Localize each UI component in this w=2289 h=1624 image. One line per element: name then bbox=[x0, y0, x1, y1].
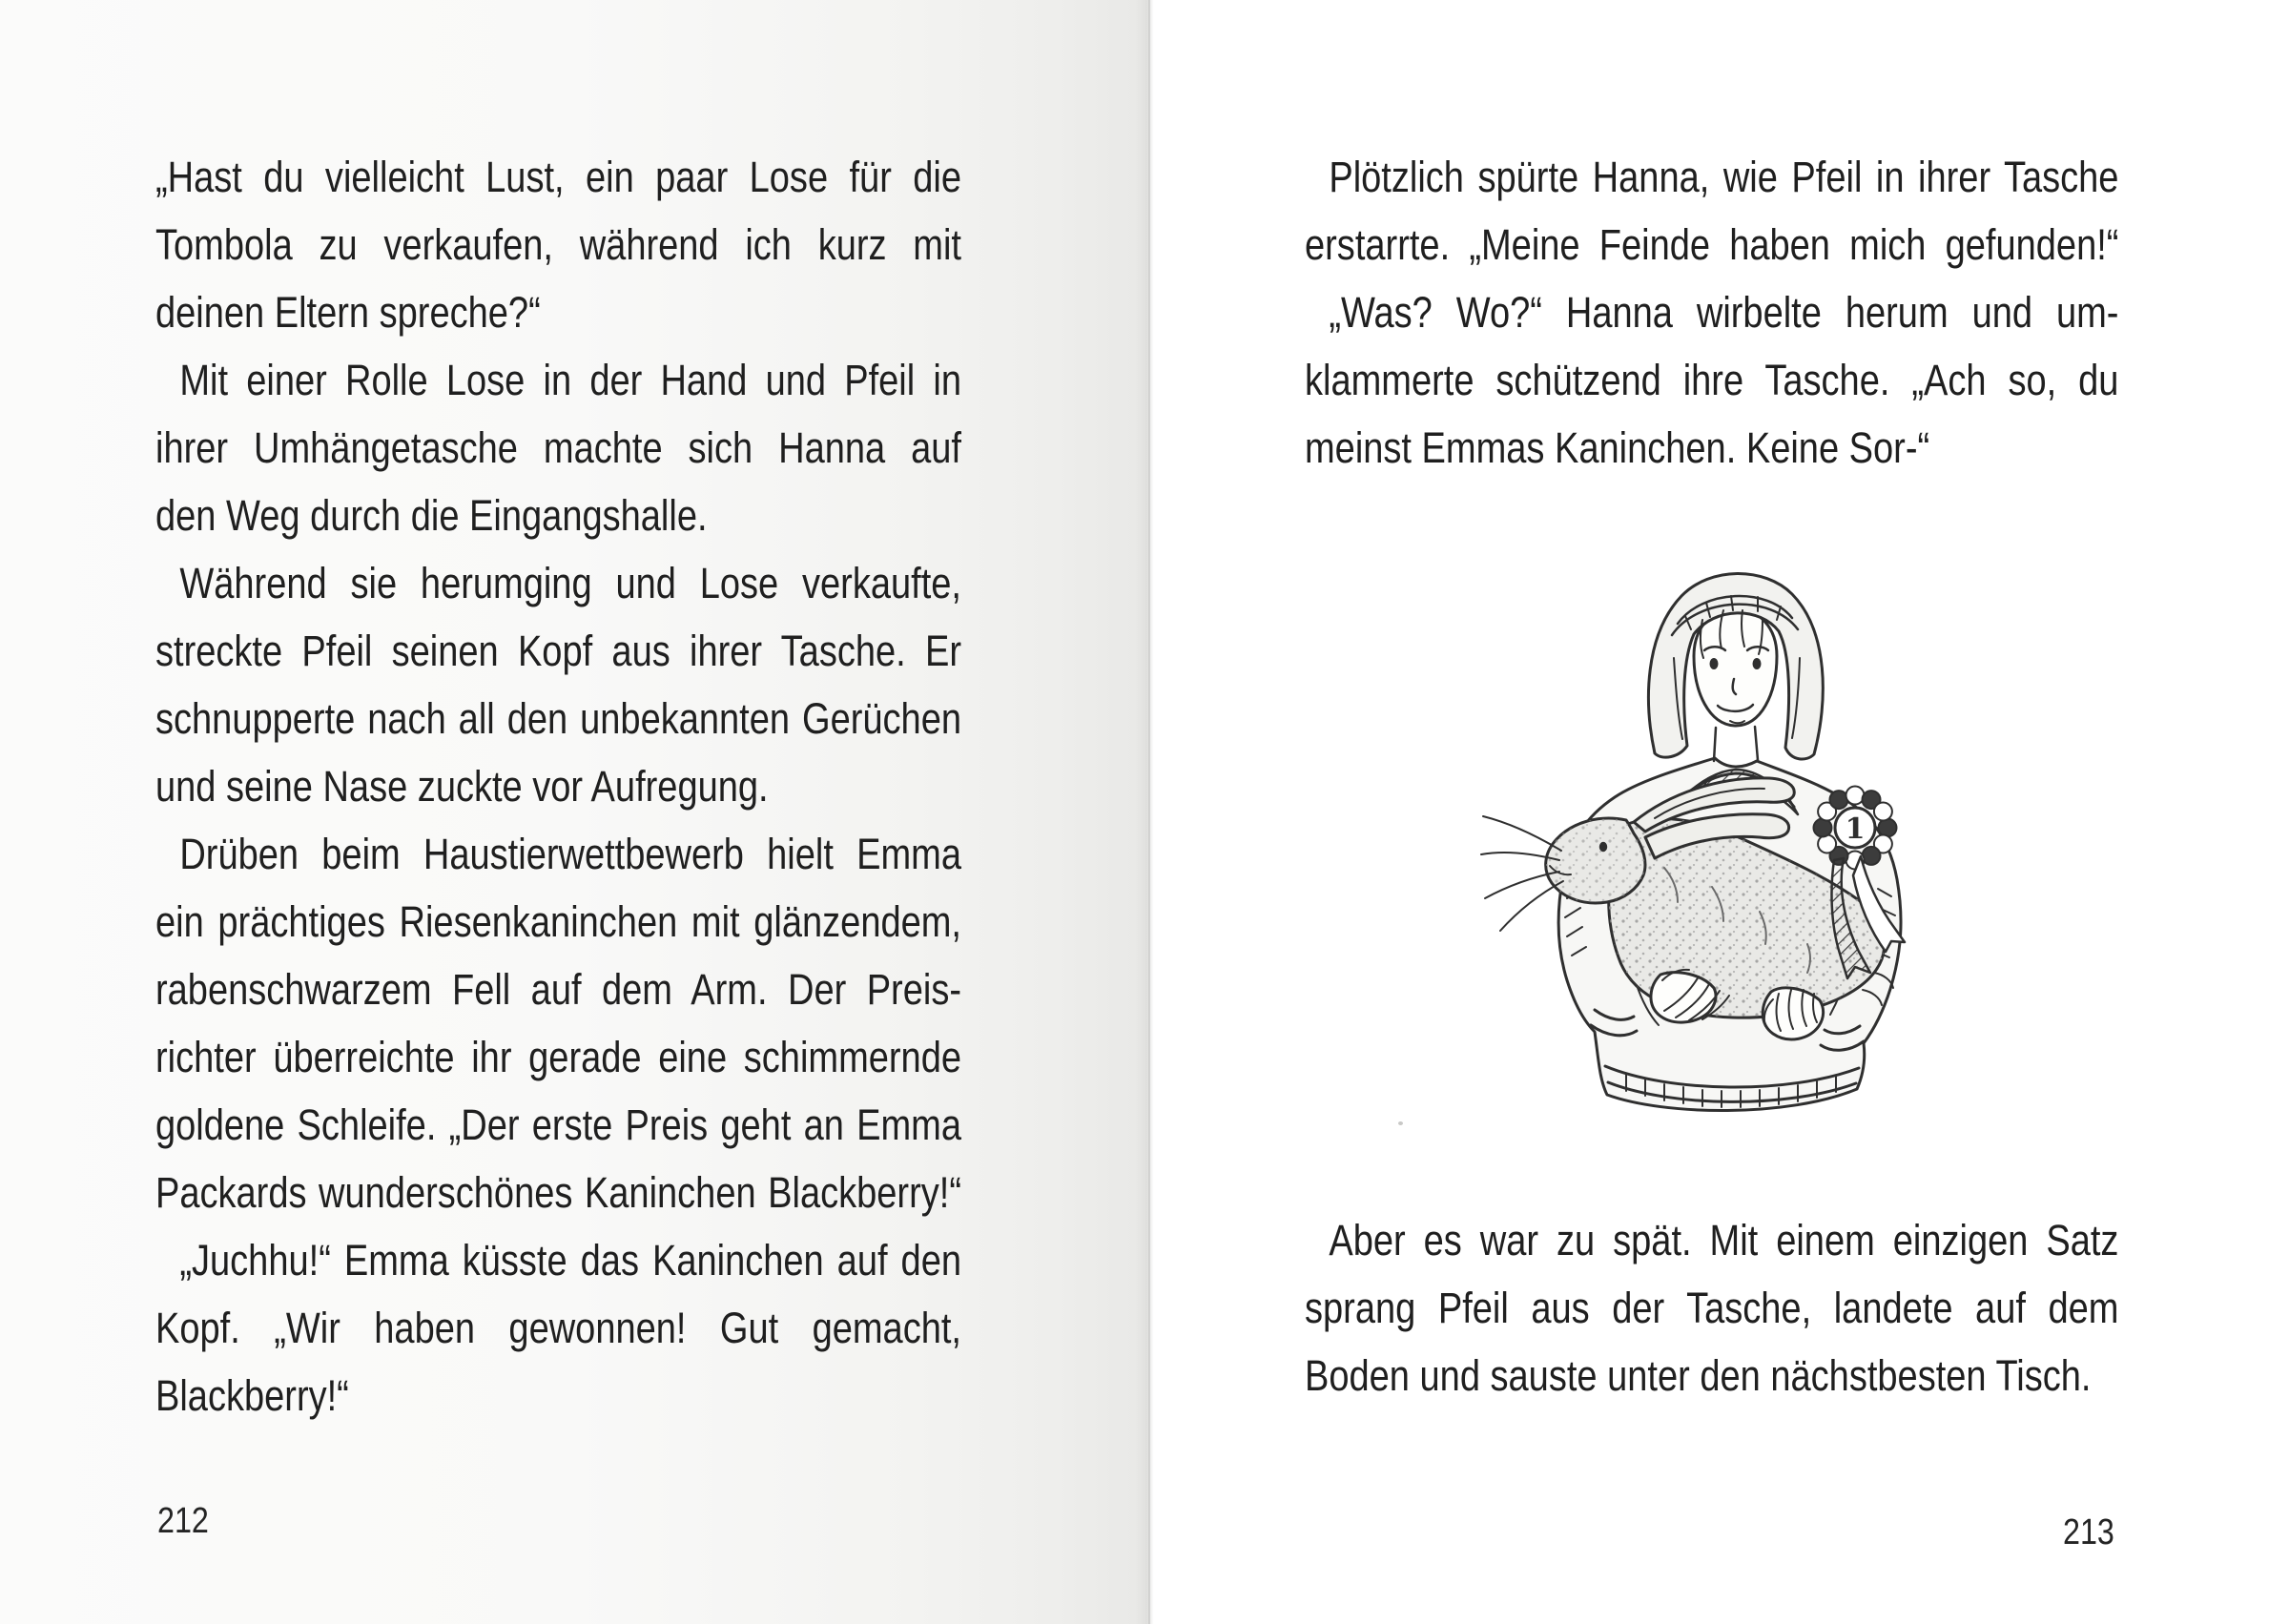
rabbit-whiskers bbox=[1481, 816, 1563, 931]
girl-head bbox=[1648, 573, 1823, 761]
text-line: Drüben beim Haustierwettbewerb hielt Emma bbox=[179, 830, 962, 878]
illustration-girl-with-rabbit bbox=[1474, 544, 2008, 1116]
text-line: Plötzlich spürte Hanna, wie Pfeil in ihrer Tasche bbox=[1329, 153, 2119, 201]
text-line: klammerte schützend ihre Tasche. „Ach so, du bbox=[1305, 356, 2119, 404]
text-line: Während sie herumging und Lose verkaufte, bbox=[179, 559, 962, 607]
text-line: streckte Pfeil seinen Kopf aus ihrer Tasche. Er bbox=[155, 627, 961, 675]
page-gutter bbox=[1148, 0, 1150, 1624]
text-line: Mit einer Rolle Lose in der Hand und Pfeil in bbox=[179, 356, 962, 404]
text-line: deinen Eltern spreche?“ bbox=[155, 288, 541, 337]
text-line: Aber es war zu spät. Mit einem einzigen Satz bbox=[1329, 1216, 2119, 1264]
right-page-text-top bbox=[1305, 143, 2118, 482]
text-line: schnupperte nach all den unbekannten Gerüchen bbox=[155, 694, 961, 743]
text-line: den Weg durch die Eingangshalle. bbox=[155, 491, 708, 540]
page-number-right: 213 bbox=[2063, 1512, 2114, 1552]
left-page-text bbox=[155, 143, 961, 1429]
text-line: ihrer Umhängetasche machte sich Hanna auf bbox=[155, 423, 961, 472]
text-line: rabenschwarzem Fell auf dem Arm. Der Preis- bbox=[155, 965, 961, 1014]
text-line: ein prächtiges Riesenkaninchen mit glänzendem, bbox=[155, 897, 961, 946]
text-line: Packards wunderschönes Kaninchen Blackberry!“ bbox=[155, 1168, 961, 1217]
text-line: und seine Nase zuckte vor Aufregung. bbox=[155, 762, 769, 811]
text-line: goldene Schleife. „Der erste Preis geht an Emma bbox=[155, 1100, 961, 1149]
paper-speck bbox=[1398, 1121, 1403, 1125]
text-line: meinst Emmas Kaninchen. Keine Sor-“ bbox=[1305, 423, 1930, 472]
text-line: Tombola zu verkaufen, während ich kurz mit bbox=[155, 220, 961, 269]
right-page-text-bottom bbox=[1305, 1206, 2118, 1409]
rabbit-eye bbox=[1599, 842, 1607, 852]
text-line: „Hast du vielleicht Lust, ein paar Lose für die bbox=[155, 153, 961, 201]
text-line: Boden und sauste unter den nächstbesten Tisch. bbox=[1305, 1351, 2092, 1400]
rosette-number-label: 1 bbox=[1845, 812, 1866, 846]
text-line: sprang Pfeil aus der Tasche, landete auf dem bbox=[1305, 1284, 2119, 1332]
text-line: „Juchhu!“ Emma küsste das Kaninchen auf den bbox=[179, 1236, 962, 1285]
text-line: erstarrte. „Meine Feinde haben mich gefunden!“ bbox=[1305, 220, 2119, 269]
page-number-left: 212 bbox=[157, 1501, 209, 1541]
text-line: richter überreichte ihr gerade eine schimmernde bbox=[155, 1033, 961, 1081]
text-line: „Was? Wo?“ Hanna wirbelte herum und um- bbox=[1329, 288, 2119, 337]
text-line: Blackberry!“ bbox=[155, 1371, 349, 1420]
text-line: Kopf. „Wir haben gewonnen! Gut gemacht, bbox=[155, 1304, 961, 1352]
